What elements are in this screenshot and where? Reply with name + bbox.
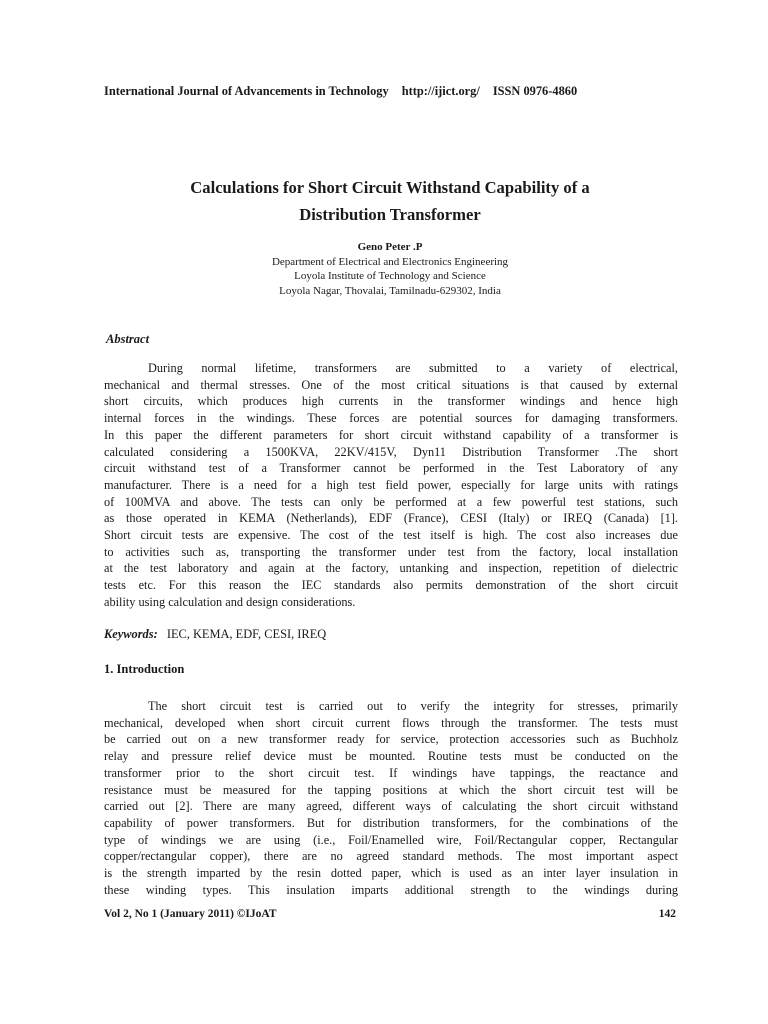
intro-line: copper/rectangular copper), there are no agreed standard methods. The most important aspect bbox=[104, 849, 678, 864]
abstract-line: of 100MVA and above. The tests can only be performed at a few powerful test stations, such bbox=[104, 494, 678, 509]
title-line-1: Calculations for Short Circuit Withstand Capability of a bbox=[190, 178, 590, 197]
author-department: Department of Electrical and Electronics Engineering bbox=[271, 255, 509, 268]
journal-url[interactable]: http://ijict.org/ bbox=[401, 84, 480, 98]
abstract-line: ability using calculation and design considerations. bbox=[104, 594, 356, 609]
abstract-line: tests etc. For this reason the IEC standards also permits demonstration of the short circuit bbox=[104, 578, 678, 593]
abstract-line: short circuits, which produces high currents in the transformer windings and hence high bbox=[104, 394, 678, 409]
author-address: Loyola Nagar, Thovalai, Tamilnadu-629302, India bbox=[279, 284, 501, 297]
journal-name: International Journal of Advancements in Technology bbox=[104, 84, 389, 98]
abstract-line: calculated considering a 1500KVA, 22KV/415V, Dyn11 Distribution Transformer .The short bbox=[104, 444, 678, 459]
intro-line: mechanical, developed when short circuit current flows through the transformer. The tests must bbox=[104, 715, 678, 730]
abstract-line: as those operated in KEMA (Netherlands), EDF (France), CESI (Italy) or IREQ (Canada) [1]. bbox=[104, 511, 678, 526]
page-footer bbox=[104, 908, 676, 920]
author-institute: Loyola Institute of Technology and Science bbox=[294, 270, 486, 282]
abstract-line: In this paper the different parameters for short circuit withstand capability of a transformer is bbox=[104, 427, 678, 442]
abstract-line: internal forces in the windings. These forces are potential sources for damaging transformers. bbox=[104, 411, 678, 426]
intro-line: be carried out on a new transformer ready for service, protection accessories such as Buchholz bbox=[104, 732, 678, 747]
intro-line: capability of power transformers. But for distribution transformers, for the combinations of the bbox=[104, 815, 678, 830]
page-number: 142 bbox=[658, 908, 676, 920]
abstract-body bbox=[104, 360, 678, 611]
intro-line: carried out [2]. There are many agreed, different ways of calculating the short circuit withstand bbox=[104, 799, 678, 814]
intro-line: is the strength imparted by the resin dotted paper, which is used as an inter layer insulation in bbox=[104, 866, 678, 881]
introduction-heading: 1. Introduction bbox=[104, 662, 185, 676]
abstract-line: Short circuit tests are expensive. The cost of the test itself is high. The cost also increases due bbox=[104, 528, 678, 543]
abstract-line: During normal lifetime, transformers are submitted to a variety of electrical, bbox=[148, 361, 678, 375]
intro-line: relay and pressure relief device must be mounted. Routine tests must be conducted on the bbox=[104, 749, 678, 764]
intro-line: type of windings we are using (i.e., Foil/Enamelled wire, Foil/Rectangular copper, Rectangular bbox=[104, 832, 678, 847]
intro-line: The short circuit test is carried out to verify the integrity for stresses, primarily bbox=[148, 699, 678, 713]
intro-line: transformer prior to the short circuit test. If windings have tappings, the reactance and bbox=[104, 765, 678, 780]
journal-issn: ISSN 0976-4860 bbox=[492, 84, 578, 98]
introduction-body bbox=[104, 698, 678, 898]
author-block bbox=[200, 240, 580, 298]
intro-line: resistance must be measured for the tapping positions at which the short circuit test will be bbox=[104, 782, 678, 797]
keywords-line bbox=[104, 627, 326, 642]
abstract-line: manufacturer. There is a need for a high test field power, especially for large units with ratings bbox=[104, 477, 678, 492]
abstract-line: mechanical and thermal stresses. One of the most critical situations is that caused by external bbox=[104, 377, 678, 392]
abstract-line: at the test laboratory and again at the factory, untanking and inspection, repetition of dielectric bbox=[104, 561, 678, 576]
paper-title bbox=[100, 174, 680, 228]
author-name: Geno Peter .P bbox=[357, 241, 423, 253]
abstract-line: circuit withstand test of a Transformer cannot be performed in the Test Laboratory of any bbox=[104, 461, 678, 476]
abstract-heading: Abstract bbox=[106, 332, 150, 346]
running-head bbox=[104, 84, 676, 99]
title-line-2: Distribution Transformer bbox=[299, 205, 481, 224]
abstract-line: to activities such as, transporting the transformer under test from the factory, local installation bbox=[104, 544, 678, 559]
intro-line: these winding types. This insulation imparts additional strength to the windings during bbox=[104, 882, 678, 897]
keywords-value: IEC, KEMA, EDF, CESI, IREQ bbox=[166, 627, 327, 641]
keywords-label: Keywords: bbox=[104, 627, 158, 641]
footer-issue: Vol 2, No 1 (January 2011) ©IJoAT bbox=[104, 908, 277, 920]
